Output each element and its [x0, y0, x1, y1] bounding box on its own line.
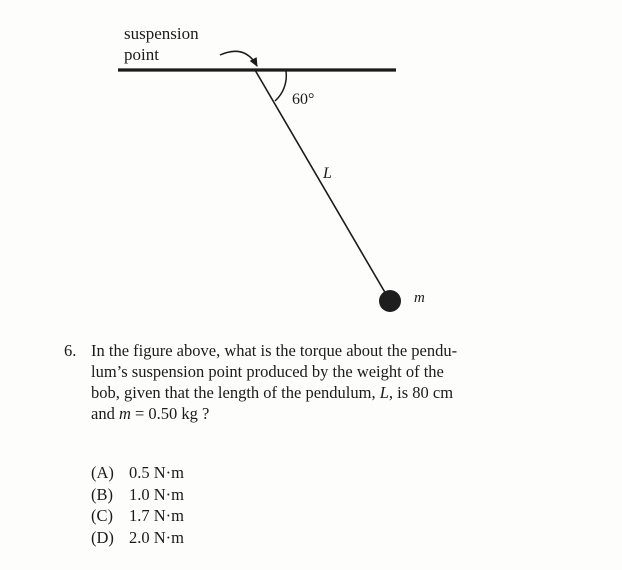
mass-label: m	[414, 290, 425, 306]
answer-choices	[91, 462, 184, 548]
choice-c[interactable]	[91, 505, 184, 527]
length-variable: L	[379, 383, 389, 402]
question-number: 6.	[64, 341, 77, 360]
suspension-arrow	[220, 51, 257, 66]
suspension-label: suspension	[124, 24, 199, 43]
choice-a[interactable]	[91, 462, 184, 484]
question-line	[64, 340, 504, 361]
question-text	[64, 340, 504, 424]
choice-letter: (A)	[91, 463, 114, 482]
choice-letter: (B)	[91, 484, 113, 504]
point-label: point	[124, 45, 159, 64]
question-line	[64, 361, 504, 382]
choice-text: 0.5 N·m	[129, 463, 184, 482]
question-line-text: and	[91, 404, 115, 423]
choice-b[interactable]	[91, 484, 184, 506]
choice-text: 1.7 N·m	[129, 506, 184, 525]
pendulum-bob	[379, 290, 401, 312]
question-line-text: In the figure above, what is the torque about the pendu-	[91, 341, 458, 360]
choice-d[interactable]	[91, 527, 184, 549]
question-line	[64, 403, 504, 424]
length-value: , is 80 cm	[388, 383, 454, 402]
choice-text: 1.0 N·m	[129, 484, 184, 504]
angle-arc	[275, 71, 286, 101]
choice-text: 2.0 N·m	[129, 527, 184, 547]
length-label: L	[323, 165, 332, 182]
angle-label: 60°	[292, 91, 315, 108]
choice-letter: (D)	[91, 527, 114, 547]
choice-letter: (C)	[91, 506, 113, 525]
pendulum-string	[255, 70, 390, 301]
question-line-text: bob, given that the length of the pendulum,	[91, 383, 376, 402]
question-line-text: lum’s suspension point produced by the weight of the	[91, 362, 444, 381]
question-line	[64, 382, 504, 403]
mass-value: = 0.50 kg ?	[130, 404, 210, 423]
mass-variable: m	[118, 404, 131, 423]
